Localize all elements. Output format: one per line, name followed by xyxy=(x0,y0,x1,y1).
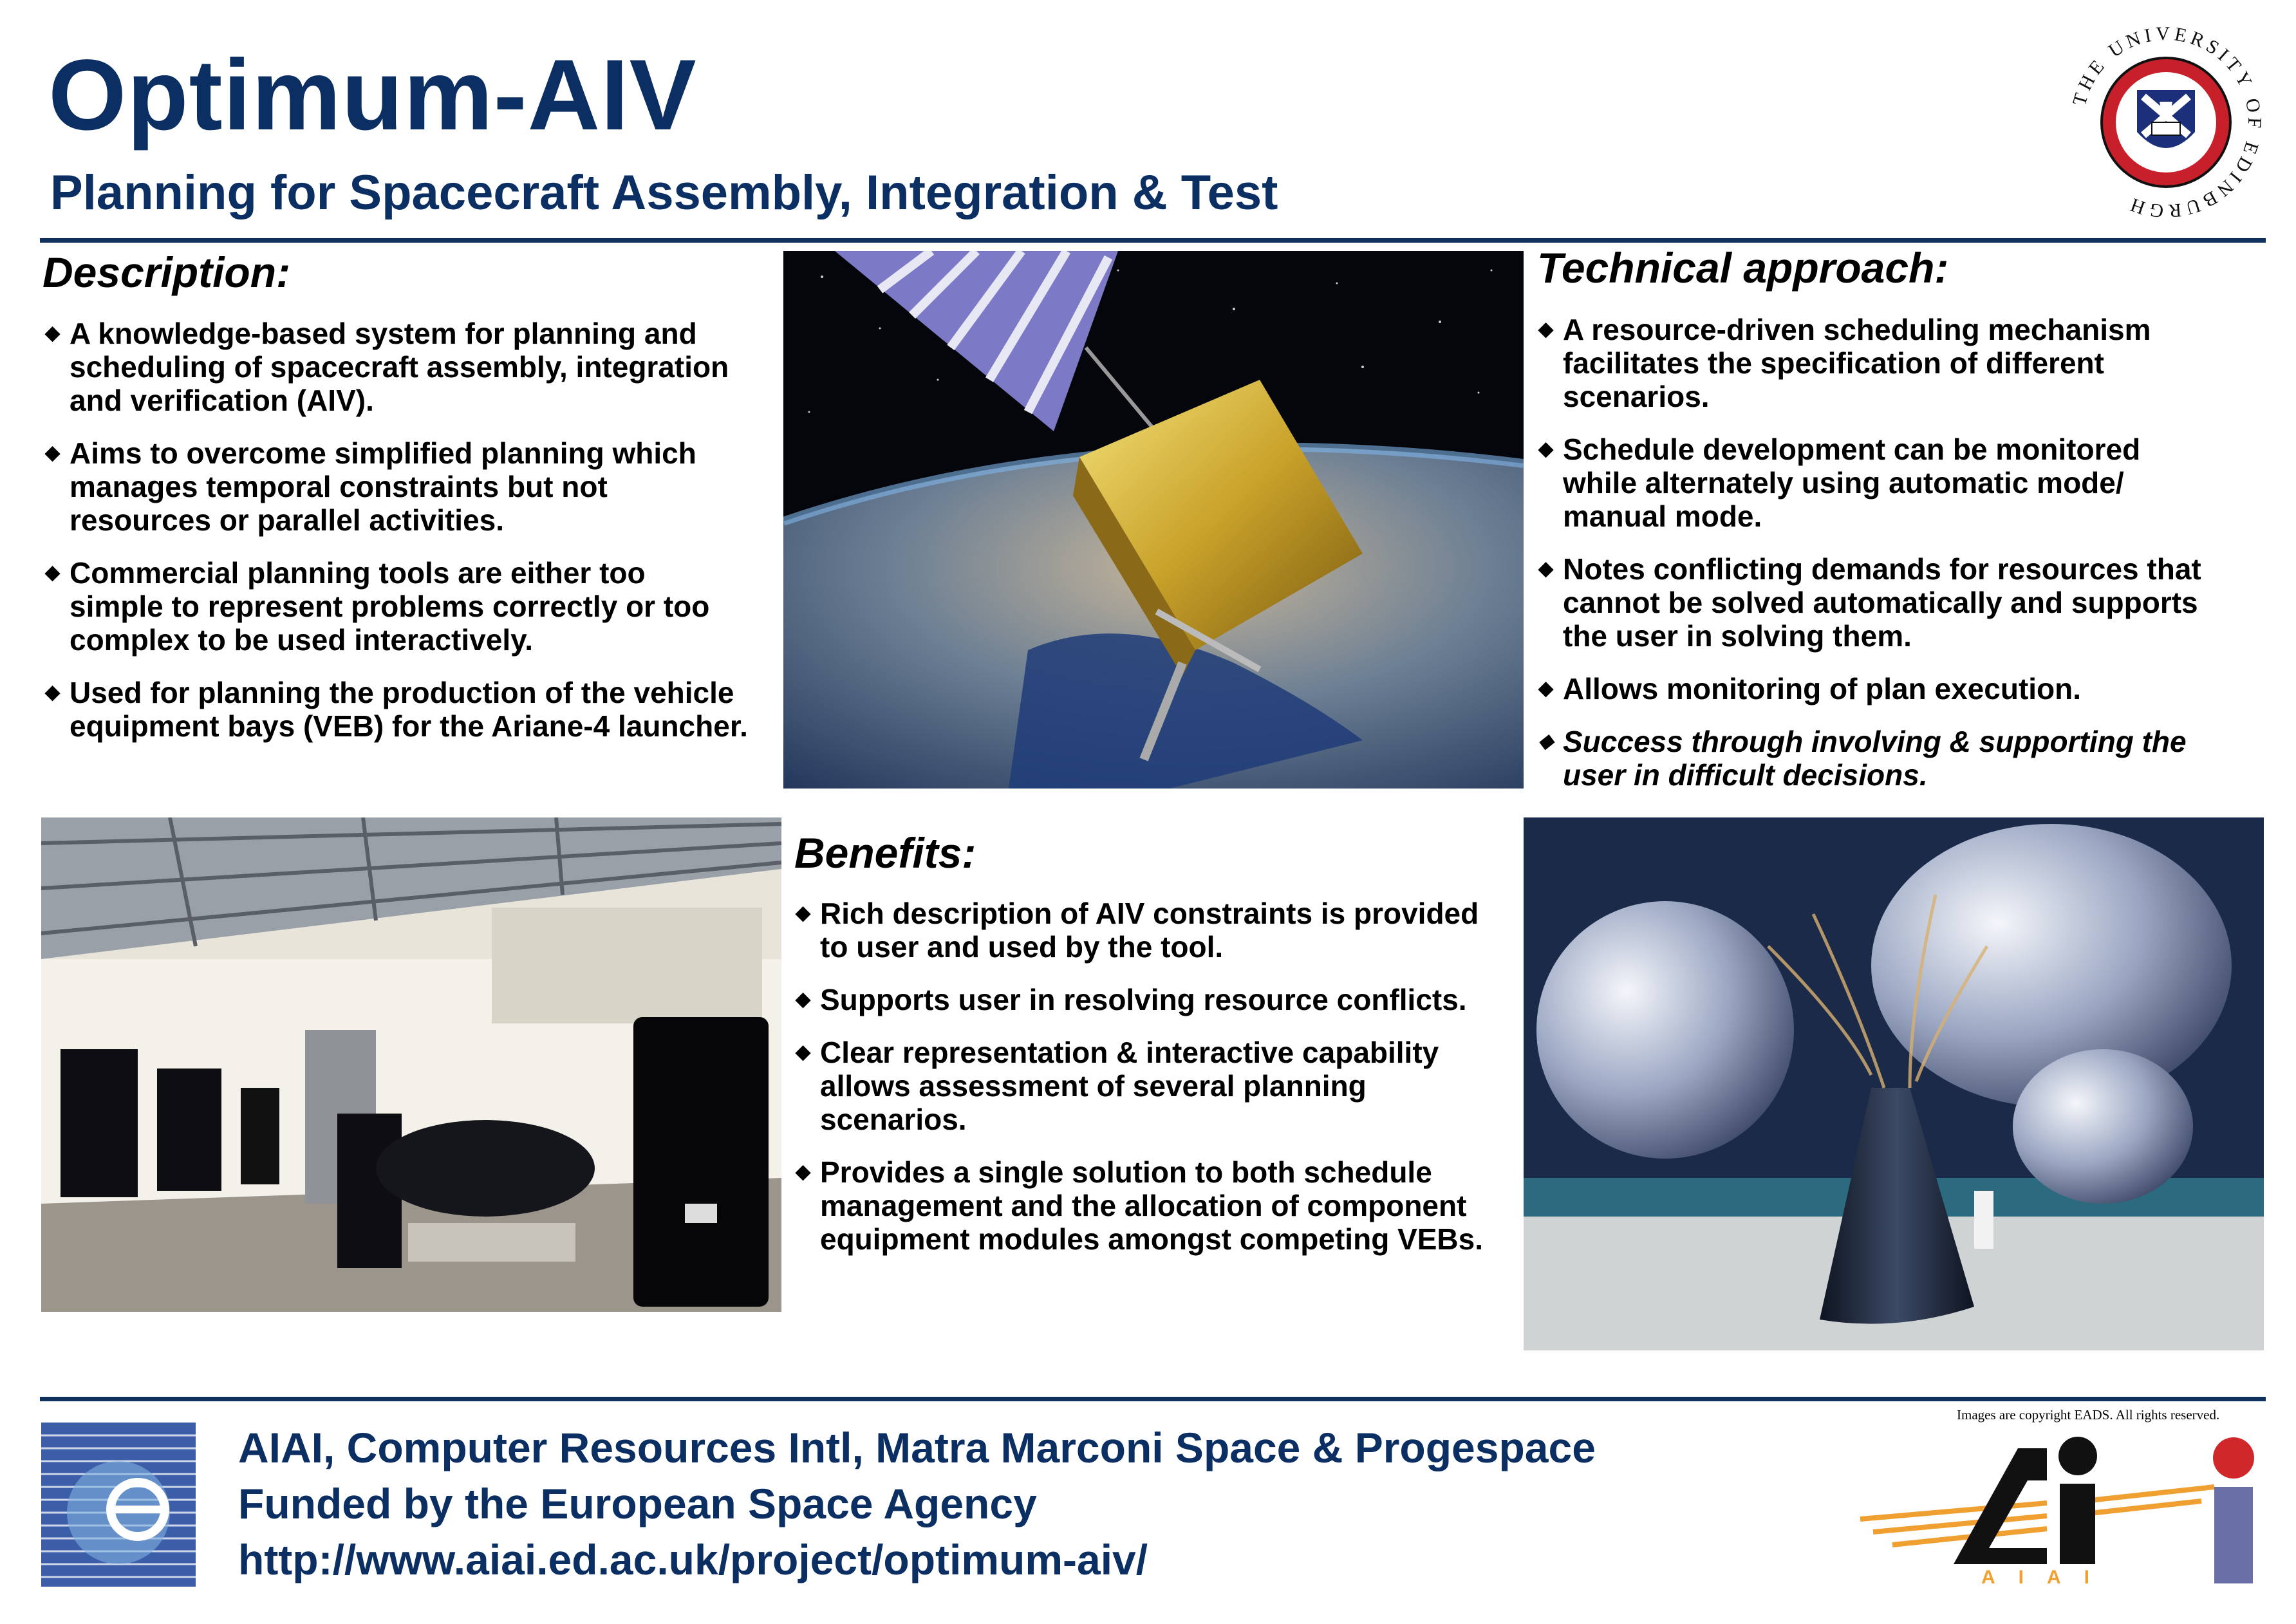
description-heading: Description: xyxy=(42,248,291,296)
technical-list xyxy=(1538,313,2279,811)
svg-text:AIAI: AIAI xyxy=(1981,1567,2113,1587)
list-item: ◆ Schedule development can be monitored while alternately using automatic mode/ manual mode. xyxy=(1538,433,2279,533)
footer-rule xyxy=(40,1397,2266,1401)
list-item: ◆ Allows monitoring of plan execution. xyxy=(1538,672,2279,705)
university-seal xyxy=(2069,26,2263,219)
list-item: ◆ A resource-driven scheduling mechanism facilitates the specification of different scenarios. xyxy=(1538,313,2279,413)
image-copyright: Images are copyright EADS. All rights reserved. xyxy=(1957,1407,2220,1423)
page-subtitle: Planning for Spacecraft Assembly, Integration & Test xyxy=(50,165,1278,220)
list-item: ◆ Notes conflicting demands for resources that cannot be solved automatically and supports the user in solving them. xyxy=(1538,552,2279,653)
factory-photo xyxy=(41,817,781,1312)
page-title: Optimum-AIV xyxy=(48,39,697,151)
list-item: ◆ Commercial planning tools are either too simple to represent problems correctly or too complex to be used interactively. xyxy=(45,556,779,657)
aiai-logo xyxy=(1854,1429,2266,1587)
benefits-list xyxy=(796,897,1529,1275)
engine-photo xyxy=(1524,817,2264,1350)
satellite-photo xyxy=(783,251,1524,789)
svg-text:THE UNIVERSITY OF EDINBURGH: THE UNIVERSITY EDINBURGH xyxy=(2069,26,2263,219)
partners-line: AIAI, Computer Resources Intl, Matra Marconi Space & Progespace xyxy=(238,1424,1596,1471)
list-item: ◆ Supports user in resolving resource conflicts. xyxy=(796,983,1529,1016)
list-item: ◆ Success through involving & supporting the user in difficult decisions. xyxy=(1538,725,2279,792)
list-item: ◆ Rich description of AIV constraints is provided to user and used by the tool. xyxy=(796,897,1529,964)
description-list xyxy=(45,317,779,762)
list-item: ◆ Aims to overcome simplified planning which manages temporal constraints but not resources or parallel activities. xyxy=(45,436,779,537)
list-item: ◆ Provides a single solution to both schedule management and the allocation of component equipment modules amongst competing VEBs. xyxy=(796,1155,1529,1256)
funding-line: Funded by the European Space Agency xyxy=(238,1480,1037,1527)
project-url[interactable]: http://www.aiai.ed.ac.uk/project/optimum-aiv/ xyxy=(238,1536,1148,1583)
list-item: ◆ Used for planning the production of the vehicle equipment bays (VEB) for the Ariane-4 launcher. xyxy=(45,676,779,743)
esa-logo xyxy=(41,1423,196,1587)
benefits-heading: Benefits: xyxy=(794,829,976,877)
list-item: ◆ Clear representation & interactive capability allows assessment of several planning scenarios. xyxy=(796,1036,1529,1136)
list-item: ◆ A knowledge-based system for planning and scheduling of spacecraft assembly, integration and verification (AIV). xyxy=(45,317,779,417)
technical-heading: Technical approach: xyxy=(1537,244,1949,292)
header-rule xyxy=(40,238,2266,243)
